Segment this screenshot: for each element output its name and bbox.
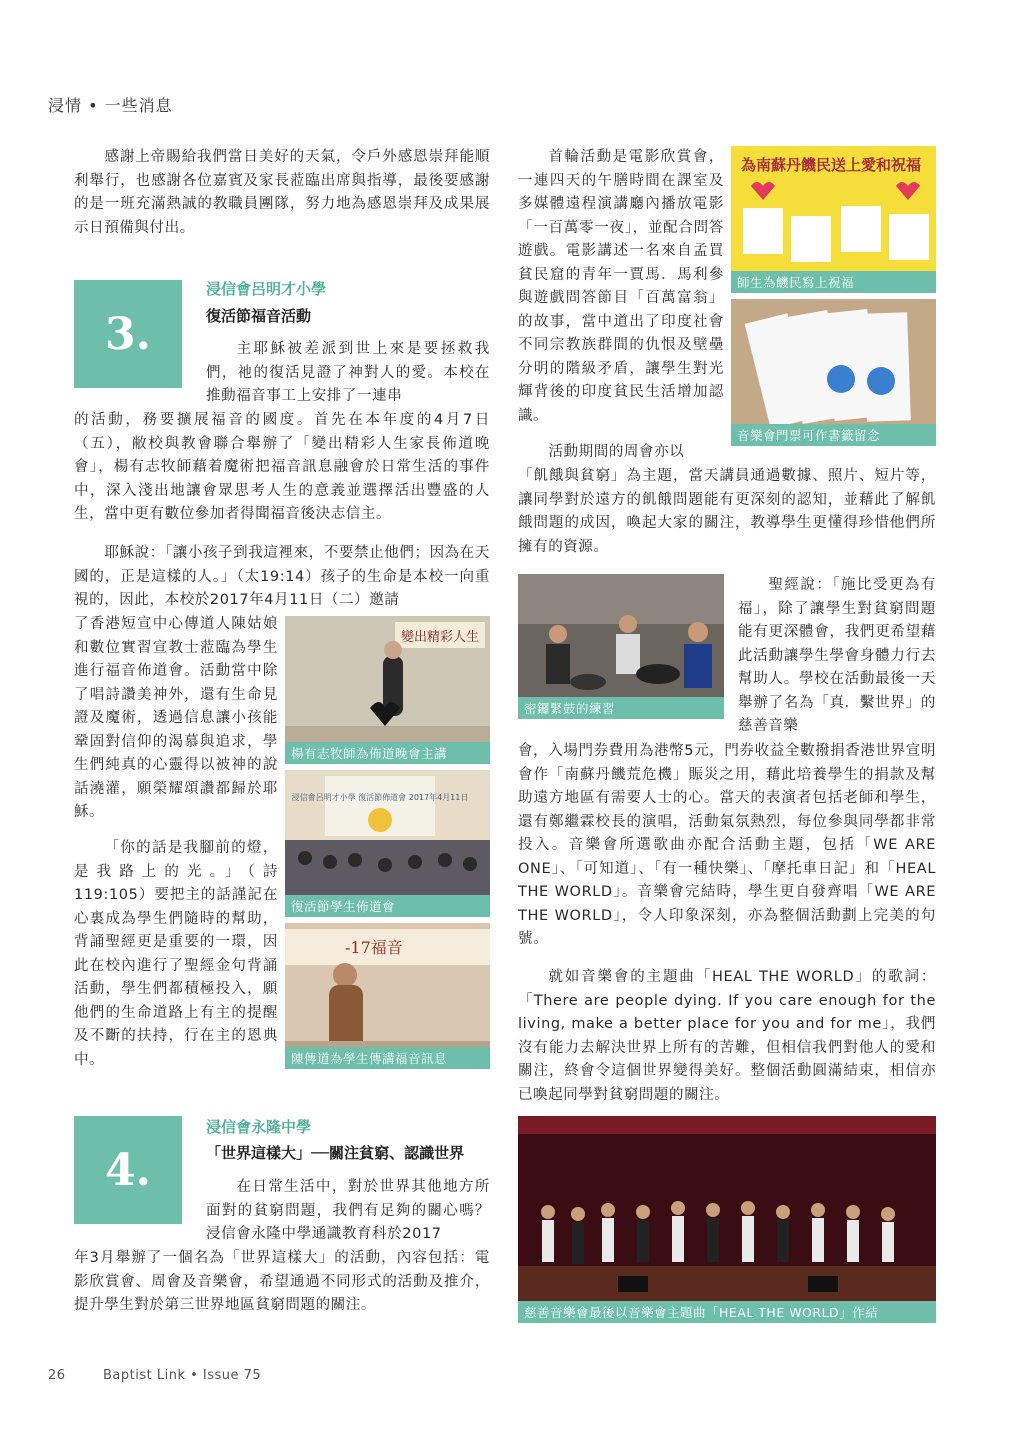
photo-caption: 師生為饑民寫上祝福	[731, 271, 936, 293]
photo-caption: 慈善音樂會最後以音樂會主題曲「HEAL THE WORLD」作結	[518, 1301, 936, 1323]
photo-caption: 復活節學生佈道會	[285, 895, 490, 917]
section-subtitle: 「世界這樣大」──關注貧窮、認識世界	[206, 1144, 465, 1162]
section3-paragraph-1b: 的活動，務要擴展福音的國度。首先在本年度的4月7日（五），敝校與教會聯合舉辦了「變出精彩人生家長佈道晚會」，楊有志牧師藉着魔術把福音訊息融會於日常生活的事件中，深入淺出地讓會眾思考人生的意義並選擇活出豐盛的人生，當中更有數位參加者得聞福音後決志信主。	[74, 412, 490, 522]
photo-easter-gathering	[285, 770, 490, 917]
section3-paragraph-1a: 主耶穌被差派到世上來是要拯救我們，祂的復活見證了神對人的愛。本校在推動福音事工上安排了一連串	[206, 341, 490, 404]
photo-caption: 陳傳道為學生傳講福音訊息	[285, 1047, 490, 1069]
page-number: 26	[48, 1368, 66, 1383]
photo-charity-concert	[518, 1116, 936, 1323]
photo-caption: 音樂會門票可作書籤留念	[731, 424, 936, 446]
photo-charity-concert-image	[518, 1116, 936, 1323]
section-school-title: 浸信會呂明才小學	[206, 280, 327, 298]
photo-banner-text: 為南蘇丹饑民送上愛和祝福	[740, 156, 922, 174]
photo-caption: 楊有志牧師為佈道晚會主講	[285, 742, 490, 764]
photo-banner-text: -17福音	[345, 938, 403, 957]
right-paragraph-3b: 會，入場門券費用為港幣5元，門券收益全數撥捐香港世界宣明會作「南蘇丹饑荒危機」賑災之用，藉此培養學生的捐款及幫助遠方地區有需要人士的心。當天的表演者包括老師和學生，還有鄭繼霖校長的演唱，活動氣氛熱烈，每位參與同學都非常投入。音樂會所選歌曲亦配合活動主題，包括「WE ARE ONE」、「可知道」、「有一種快樂」、「摩托車日記」和「HEAL THE WORLD」。音樂會完結時，學生更自發齊唱「WE ARE THE WORLD」，令人印象深刻，亦為整個活動劃上完美的句號。	[518, 743, 936, 947]
photo-gospel-preaching	[285, 923, 490, 1069]
right-paragraph-1: 首輪活動是電影欣賞會，一連四天的午膳時間在課室及多媒體遠程演講廳內播放電影「一百萬零一夜」，並配合問答遊戲。電影講述一名來自孟買貧民窟的青年一賈馬．馬利參與遊戲問答節目「百萬富翁」的故事，當中道出了印度社會不同宗教族群間的仇恨及壁壘分明的階級矛盾，讓學生對光輝背後的印度貧民生活增加認識。	[518, 149, 724, 424]
section3-paragraph-2a: 耶穌說：「讓小孩子到我這裡來，不要禁止他們；因為在天國的，正是這樣的人。」（太19:14）孩子的生命是本校一向重視的，因此，本校於2017年4月11日（二）邀請	[74, 545, 490, 608]
section-subtitle: 復活節福音活動	[206, 307, 312, 325]
photo-banner-text: 浸信會呂明才小學 復活節佈道會 2017年4月11日	[291, 793, 469, 802]
photo-concert-tickets	[731, 299, 936, 446]
photo-magic-evening	[285, 616, 490, 764]
section3-paragraph-2b: 了香港短宣中心傳道人陳姑娘和數位實習宣教士蒞臨為學生進行福音佈道會。活動當中除了唱詩讚美神外，還有生命見證及魔術，透過信息讓小孩能鞏固對信仰的渴慕與追求，學生們純真的心靈得以被神的說話澆灌，願榮耀頌讚都歸於耶穌。	[74, 616, 278, 820]
page-header: 浸情 • 一些消息	[48, 96, 173, 115]
photo-band-rehearsal	[518, 574, 724, 719]
right-paragraph-4: 就如音樂會的主題曲「HEAL THE WORLD」的歌詞：「There are people dying. If you care enough for the living, make a better place for you and for me」，我們沒有能力去解決世界上所有的苦難，但相信我們對他人的愛和關注，終會令這個世界變得美好。整個活動圓滿結束，相信亦已喚起同學對貧窮問題的關注。	[518, 969, 936, 1103]
section4-paragraph-1a: 在日常生活中，對於世界其他地方所面對的貧窮問題，我們有足夠的關心嗎？浸信會永隆中學通識教育科於2017	[206, 1179, 490, 1242]
right-paragraph-2b: 「飢餓與貧窮」為主題，當天講員通過數據、照片、短片等，讓同學對於遠方的飢餓問題能有更深刻的認知，並藉此了解飢餓問題的成因，喚起大家的關注，教導學生更懂得珍惜他們所擁有的資源。	[518, 468, 936, 555]
section-number-box: 3.	[74, 280, 182, 388]
publication-name: Baptist Link • Issue 75	[103, 1368, 262, 1383]
section-number-box: 4.	[74, 1116, 182, 1224]
section-school-title: 浸信會永隆中學	[206, 1118, 312, 1136]
photo-banner-text: 變出精彩人生	[400, 630, 480, 645]
photo-caption: 密鑼緊鼓的練習	[518, 697, 724, 719]
right-paragraph-2a: 活動期間的周會亦以	[548, 444, 685, 460]
right-paragraph-3a: 聖經說：「施比受更為有福」，除了讓學生對貧窮問題能有更深體會，我們更希望藉此活動讓學生學會身體力行去幫助人。學校在活動最後一天舉辦了名為「真．繫世界」的慈善音樂	[738, 577, 936, 734]
section3-paragraph-3: 「你的話是我腳前的燈，是我路上的光。」（詩119:105）要把主的話謹記在心裏成為學生們隨時的幫助，背誦聖經更是重要的一環，因此在校內進行了聖經金句背誦活動，學生們都積極投入，願他們的生命道路上有主的提醒及不斷的扶持，行在主的恩典中。	[74, 840, 278, 1068]
intro-paragraph: 感謝上帝賜給我們當日美好的天氣，令戶外感恩崇拜能順利舉行，也感謝各位嘉賓及家長蒞臨出席與指導，最後要感謝的是一班充滿熱誠的教職員團隊，努力地為感恩崇拜及成果展示日預備與付出。	[74, 149, 490, 236]
photo-blessing-board	[731, 146, 936, 293]
section4-paragraph-1b: 年3月舉辦了一個名為「世界這樣大」的活動，內容包括：電影欣賞會、周會及音樂會，希望通過不同形式的活動及推介，提升學生對於第三世界地區貧窮問題的關注。	[74, 1250, 490, 1313]
